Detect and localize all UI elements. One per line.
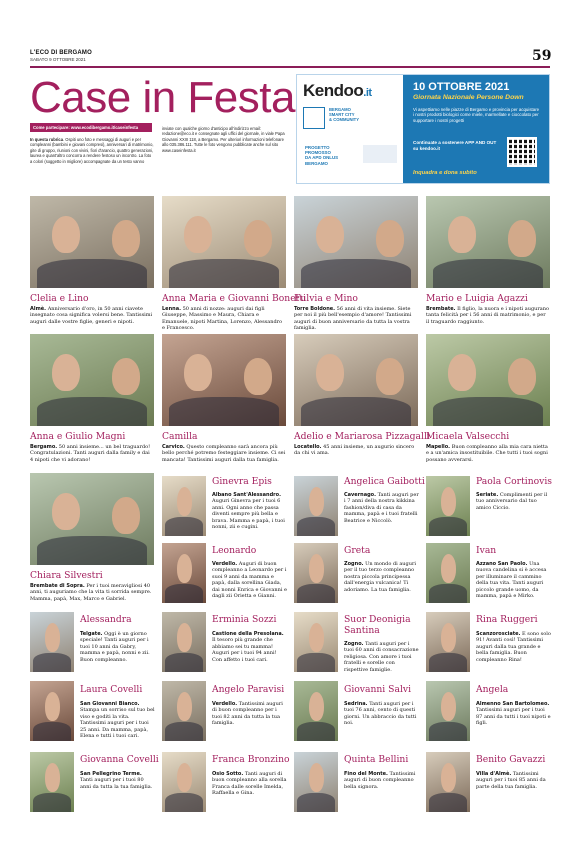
entry-name: Anna Maria e Giovanni Bonetti — [162, 293, 306, 304]
entry-text — [476, 701, 552, 727]
entry-location: Locatello. — [294, 444, 322, 450]
ad-project-line: PROGETTO — [305, 145, 330, 150]
entry-text — [80, 631, 156, 663]
entry-message: Tantissimi auguri di buon compleanno bella signora. — [344, 771, 416, 790]
entry-name: Franca Bronzino — [212, 754, 290, 765]
ad-project-line: BERGAMO — [305, 160, 328, 166]
ad-project-label — [305, 145, 338, 166]
entry-name: Paola Cortinovis — [476, 476, 552, 487]
entry-text — [162, 444, 286, 463]
issue-date: SABATO 9 OTTOBRE 2021 — [30, 57, 86, 62]
entry-message: Per i tuoi meravigliosi 40 anni, ti auguriamo che la vita ti sorrida sempre. Mamma, papà, Max, Marco e Gabriel. — [30, 583, 152, 602]
photo-erminia — [162, 612, 206, 672]
entry-location: Seriate. — [476, 492, 499, 498]
ad-subtitle: Giornata Nazionale Persone Down — [413, 94, 524, 101]
entry-name: Leonardo — [212, 545, 257, 556]
entry-name: Alessandra — [80, 614, 132, 625]
intro-lead: In questa rubrica — [30, 137, 63, 142]
entry-location: Albano Sant'Alessandro. — [212, 492, 281, 498]
entry-name: Angela — [476, 684, 509, 695]
entry-location: Osio Sotto. — [212, 771, 244, 777]
intro-left — [30, 137, 154, 164]
ad-city-line: BERGAMO — [329, 107, 351, 112]
photo-angela — [426, 681, 470, 741]
entry-text — [294, 444, 418, 457]
entry-location: Fino del Monte. — [344, 771, 388, 777]
entry-location: Verdello. — [212, 561, 238, 567]
entry-message: Il tesoro più grande che abbiamo sei tu mamma! Auguri per i tuoi 94 anni! Con affetto i tuoi cari. — [212, 637, 277, 663]
photo-valsecchi — [426, 334, 550, 426]
entry-text — [212, 701, 288, 727]
entry-name: Giovanna Covelli — [80, 754, 159, 765]
entry-text — [212, 561, 288, 599]
entry-name: Suor Deonigia Santina — [344, 614, 411, 636]
photo-ginevra — [162, 476, 206, 536]
how-to-join-bar[interactable]: Come partecipare: www.ecodibergamo.it/caseinfesta — [30, 123, 152, 132]
ad-date: 10 OTTOBRE 2021 — [413, 81, 510, 93]
entry-name: Rina Ruggeri — [476, 614, 538, 625]
entry-message: Tanti auguri di buon compleanno alla sorella Franca dalle sorelle Imelda, Raffaella e Gina. — [212, 771, 287, 797]
entry-text — [476, 561, 552, 599]
header-rule — [30, 66, 550, 68]
ad-slogan: Inquadra e dona subito — [413, 170, 477, 176]
entry-text — [476, 771, 552, 790]
entry-location: Brembate di Sopra. — [30, 583, 85, 589]
entry-message: E sono solo 91! Avanti così! Tantissimi auguri dalla tua grande e bella famiglia. Buon compleanno Rina! — [476, 631, 551, 663]
ad-blue-panel — [403, 75, 550, 184]
photo-rina — [426, 612, 470, 672]
entry-message: Questo compleanno sarà ancora più bello perché potremo festeggiare insieme. Ci sei mancata! Tantissimi auguri dalla tua famiglia. — [162, 444, 286, 463]
entry-name: Chiara Silvestri — [30, 570, 103, 581]
photo-paola — [426, 476, 470, 536]
page-number: 59 — [532, 48, 552, 64]
kendoo-logo-text: Kendoo — [303, 81, 364, 100]
ad-text: Vi aspettiamo nelle piazze di Bergamo e provincia per acquistare i nostri prodotti biologici come miele, marmellate e cioccolato per supportare i nostri progetti — [413, 107, 540, 123]
photo-giovanni-salvi — [294, 681, 338, 741]
entry-location: Almenno San Bartolomeo. — [476, 701, 550, 707]
entry-message: Tanti auguri per i tuoi 60 anni di consacrazione religiosa. Con amore i tuoi fratelli e sorelle con rispettive famiglie. — [344, 641, 419, 673]
entry-name: Ginevra Epis — [212, 476, 272, 487]
entry-text — [344, 492, 420, 524]
photo-ivan — [426, 543, 470, 603]
entry-message: Complimenti per il tuo anniversario dal tuo amico Ciccio. — [476, 492, 548, 511]
photo-fulvia-mino — [294, 196, 418, 288]
entry-message: Anniversario d'oro, in 50 anni ciavete insegnato cosa significa volersi bene. Tantissimi auguri dalle vostre figlie, generi e nipoti. — [30, 306, 153, 325]
entry-message: 45 anni insieme, un augurio sincero da chi vi ama. — [294, 444, 415, 457]
entry-message: Il figlio, la nuora e i nipoti augurano tanta felicità per i 56 anni di matrimonio, e per il traguardo raggiunto. — [426, 306, 549, 325]
photo-bonetti — [162, 196, 286, 288]
entry-message: Auguri di buon compleanno a Leonardo per i suoi 9 anni da mamma e papà, dalla sorellina Giada, dai nonni Enrica e Giovanni e dagli zii Orietta e Gianni. — [212, 561, 288, 600]
entry-text — [344, 641, 420, 673]
intro-left-text: . Ospiti uno foto e messaggi di auguri e per compleanni (bambini e giovani compresi), anniversari di matrimonio, gite di gruppo, riunioni con vivini, fiori d'arancio, quattro generazioni, laurea e quant'altro concorra a rendere festoso un incontro. La foto a colori (soggetto in migliore) accompagnate da un testo vanno — [30, 137, 154, 164]
entry-message: Tanti auguri per i 7 anni della nostra kikkina fashion/diva di casa da mamma, papà e i tuoi fratelli Beatrice e Niccolò. — [344, 492, 419, 524]
entry-name: Adelio e Mariarosa Pizzagalli — [294, 431, 430, 442]
entry-text — [344, 771, 420, 790]
entry-name: Fulvia e Mino — [294, 293, 358, 304]
entry-message: Tantissimi auguri per i tuoi 85 anni da parte della tua famiglia. — [476, 771, 546, 790]
entry-message: 50 anni insieme... un bel traguardo! Congratulazioni. Tanti auguri dalla family e dai 4 nipoti che vi adorano! — [30, 444, 151, 463]
photo-pizzagalli — [294, 334, 418, 426]
entry-message: Buon compleanno alla mia cara nietta e a un'amica insostituibile. Che tutti i tuoi sogni possano avverarsi. — [426, 444, 548, 463]
ad-project-line: DA APD ONLUS — [305, 155, 339, 161]
entry-text — [80, 771, 156, 790]
entry-location: Bergamo. — [30, 444, 58, 450]
entry-text — [344, 561, 420, 593]
entry-text — [162, 306, 286, 332]
entry-name: Ivan — [476, 545, 497, 556]
photo-leonardo — [162, 543, 206, 603]
entry-text — [212, 492, 288, 530]
apd-logo-icon — [363, 145, 397, 163]
photo-benito — [426, 752, 470, 812]
entry-message: Tanti auguri per i tuoi 76 anni, cento di questi giorni. Un abbraccio da tutti noi. — [344, 701, 417, 727]
entry-location: Brembate. — [426, 306, 456, 312]
entry-message: Tantissimi auguri per i tuoi 87 anni da tutti i tuoi nipoti e figli. — [476, 707, 551, 727]
qr-code-icon[interactable] — [507, 137, 537, 167]
entry-text — [80, 701, 156, 739]
section-title: Case in Festa — [30, 73, 295, 122]
entry-name: Benito Gavazzi — [476, 754, 546, 765]
ad-city-line: SMART CITY — [329, 112, 355, 117]
entry-location: Zogno. — [344, 561, 364, 567]
photo-silvestri — [30, 473, 154, 565]
entry-text — [476, 631, 552, 663]
entry-name: Micaela Valsecchi — [426, 431, 510, 442]
photo-greta — [294, 543, 338, 603]
photo-suor-deonigia — [294, 612, 338, 672]
photo-franca — [162, 752, 206, 812]
entry-text — [344, 701, 420, 727]
entry-location: Lenna. — [162, 306, 181, 312]
newspaper-name: L'ECO DI BERGAMO — [30, 50, 92, 56]
entry-location: San Giovanni Bianco. — [80, 701, 140, 707]
kendoo-advertisement[interactable] — [296, 74, 550, 184]
ad-cta: Continuate a sostenere APP AND OUT su kendoo.it — [413, 140, 497, 151]
ad-project-line: PROMOSSO — [305, 150, 331, 156]
entry-name: Angelo Paravisi — [212, 684, 285, 695]
entry-text — [426, 306, 550, 325]
entry-location: Carvico. — [162, 444, 185, 450]
entry-text — [30, 583, 154, 602]
entry-text — [426, 444, 550, 463]
masthead — [30, 50, 92, 62]
entry-text — [212, 771, 288, 797]
entry-location: Azzano San Paolo. — [476, 561, 528, 567]
photo-agazzi — [426, 196, 550, 288]
entry-message: 56 anni di vita insieme. Siete per noi il più bell'esempio d'amore! Tantissimi auguri di buon anniversario da tutta la vostra famiglia. — [294, 306, 412, 332]
photo-magni — [30, 334, 154, 426]
entry-message: Una nuova candelina si è accesa per illuminare il cammino della tua vita. Tanti auguri piccolo grande uomo, da mamma, papà e Mirko. — [476, 561, 547, 600]
entry-location: Mapello. — [426, 444, 451, 450]
photo-giovanna — [30, 752, 74, 812]
entry-name: Clelia e Lino — [30, 293, 89, 304]
entry-text — [212, 631, 288, 663]
entry-location: Cavernago. — [344, 492, 377, 498]
photo-camilla — [162, 334, 286, 426]
photo-angelica — [294, 476, 338, 536]
entry-location: Scanzorosciate. — [476, 631, 521, 637]
entry-location: Villa d'Almè. — [476, 771, 512, 777]
entry-name: Mario e Luigia Agazzi — [426, 293, 528, 304]
entry-location: Verdello. — [212, 701, 238, 707]
ad-city-line: & COMMUNITY — [329, 117, 360, 122]
entry-location: Sedrina. — [344, 701, 368, 707]
entry-message: Tanti auguri per i tuoi 80 anni da tutta la tua famiglia. — [80, 777, 153, 790]
entry-name: Angelica Gaibotti — [344, 476, 425, 487]
photo-alessandra — [30, 612, 74, 672]
intro-right: inviate con qualche giorno d'anticipo all'indirizzo email: redazione@eco.it e consegnate agli uffici del giornale, in viale Papa Giovanni XXIII 118, a Bergamo. Per ulteriori informazioni telefonare allo 035.386.111. Tutte le foto vengono pubblicate anche sul sito www.caseinfesta.it — [162, 126, 285, 153]
entry-text — [30, 444, 154, 463]
entry-name: Camilla — [162, 431, 198, 442]
entry-message: Un mondo di auguri per il tuo terzo compleanno nostra piccola principessa dall'energia vulcanica! Ti adoriamo. La tua famiglia. — [344, 561, 416, 593]
entry-name: Quinta Bellini — [344, 754, 409, 765]
entry-name: Greta — [344, 545, 371, 556]
entry-text — [476, 492, 552, 511]
photo-clelia-lino — [30, 196, 154, 288]
entry-text — [294, 306, 418, 332]
photo-angelo — [162, 681, 206, 741]
entry-message: 50 anni di nozze: auguri dai figli Giuseppe, Massimo e Maura, Chiara e Emanuele, nipoti Martina, Lorenzo, Alessandro e Francesco. — [162, 306, 283, 332]
entry-name: Giovanni Salvi — [344, 684, 412, 695]
entry-location: Almè. — [30, 306, 47, 312]
entry-message: Auguri Ginevra per i tuoi 6 anni. Ogni anno che passa diventi sempre più bella e brava. Mamma e papà, i tuoi nonni, zii e cugini. — [212, 498, 285, 531]
entry-location: Torre Boldone. — [294, 306, 336, 312]
entry-location: Castione della Presolana. — [212, 631, 284, 637]
entry-message: Stampa un sorriso sul tuo bel viso e goditi la vita. Tantissimi auguri per i tuoi 25 anni. Da mamma, papà, Elena e tutti i tuoi cari. — [80, 707, 155, 740]
entry-message: Oggi è un giorno speciale! Tanti auguri per i tuoi 10 anni da Gabry, mamma e papà, nonni e zii. Buon compleanno. — [80, 631, 150, 663]
kendoo-logo-suffix: .it — [363, 87, 372, 99]
entry-location: Zogno. — [344, 641, 364, 647]
entry-name: Erminia Sozzi — [212, 614, 277, 625]
entry-message: Tantissimi auguri di buon compleanno per i tuoi 82 anni da tutta la tua famiglia. — [212, 701, 283, 727]
entry-location: Telgate. — [80, 631, 103, 637]
ad-city-label — [329, 107, 359, 122]
entry-text — [30, 306, 154, 325]
entry-location: San Pellegrino Terme. — [80, 771, 142, 777]
photo-laura — [30, 681, 74, 741]
smart-city-icon — [303, 107, 325, 129]
kendoo-logo — [303, 81, 372, 101]
photo-quinta — [294, 752, 338, 812]
entry-name: Anna e Giulio Magni — [30, 431, 126, 442]
entry-name: Laura Covelli — [80, 684, 143, 695]
